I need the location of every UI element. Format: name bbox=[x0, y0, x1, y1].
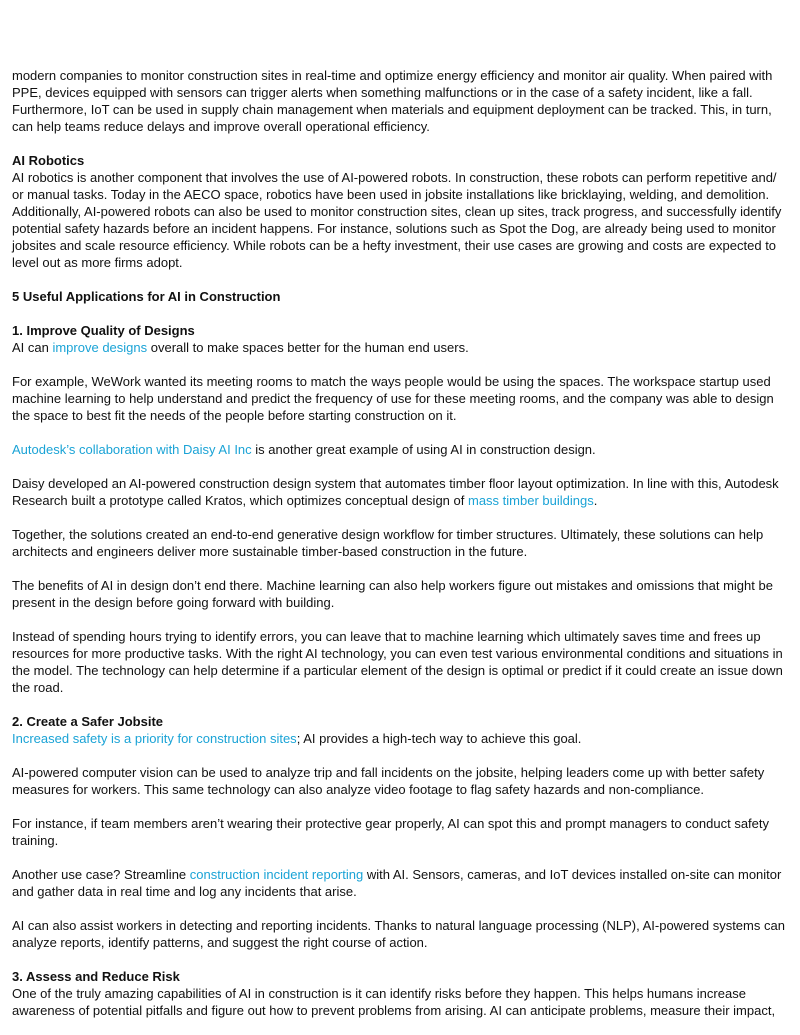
wework-paragraph: For example, WeWork wanted its meeting rooms to match the ways people would be using the spaces. The workspace startup used machine learning to help understand and predict the frequency of use for these meeting rooms, and the company was able to design the space to best fit the needs of the people before starting construction on it. bbox=[12, 374, 774, 423]
nlp-paragraph: AI can also assist workers in detecting and reporting incidents. Thanks to natural language processing (NLP), AI-powered systems can analyze reports, identify patterns, and suggest the right course of action. bbox=[12, 918, 785, 950]
section-1-intro bbox=[12, 322, 788, 356]
section-1-intro-pre: AI can bbox=[12, 340, 53, 355]
improve-designs-link[interactable]: improve designs bbox=[52, 340, 148, 355]
protective-gear-paragraph: For instance, if team members aren’t wearing their protective gear properly, AI can spot this and prompt managers to conduct safety training. bbox=[12, 816, 770, 848]
section-1-heading: 1. Improve Quality of Designs bbox=[12, 323, 195, 338]
daisy-paragraph bbox=[12, 441, 788, 458]
section-1-intro-post: overall to make spaces better for the human end users. bbox=[147, 340, 469, 355]
safety-priority-link[interactable]: Increased safety is a priority for construction sites bbox=[12, 731, 297, 746]
section-2-intro-post: ; AI provides a high-tech way to achieve this goal. bbox=[296, 731, 582, 746]
article-body bbox=[12, 67, 788, 1019]
incident-reporting-paragraph bbox=[12, 866, 788, 900]
iot-paragraph: modern companies to monitor construction sites in real-time and optimize energy efficiency and monitor air quality. When paired with PPE, devices equipped with sensors can trigger alerts when something malfunctions or in the case of a safety incident, like a fall. Furthermore, IoT can be used in supply chain management when materials and equipment deployment can be tracked. This, in turn, can help teams reduce delays and improve overall operational efficiency. bbox=[12, 68, 773, 134]
section-3-heading: 3. Assess and Reduce Risk bbox=[12, 969, 180, 984]
applications-heading-text: 5 Useful Applications for AI in Construction bbox=[12, 289, 281, 304]
robotics-paragraph: AI robotics is another component that involves the use of AI-powered robots. In construction, these robots can perform repetitive and/ or manual tasks. Today in the AECO space, robotics have been used in jobsite installations like bricklaying, welding, and demolition. Additionally, AI-powered robots can also be used to monitor construction sites, clean up sites, track progress, and successfully identify potential safety hazards before an incident happens. For instance, solutions such as Spot the Dog, are already being used to monitor jobsites and scale resource efficiency. While robots can be a hefty investment, their use cases are growing and costs are expected to level out as more firms adopt. bbox=[12, 170, 782, 270]
kratos-paragraph bbox=[12, 475, 788, 509]
applications-heading bbox=[12, 288, 788, 305]
together-paragraph: Together, the solutions created an end-to-end generative design workflow for timber structures. Ultimately, these solutions can help architects and engineers deliver more sustainable timber-based construction in the future. bbox=[12, 527, 764, 559]
section-3-paragraph: One of the truly amazing capabilities of AI in construction is it can identify risks before they happen. This helps humans increase awareness of potential pitfalls and figure out how to prevent problems from arising. AI can anticipate problems, measure their impact, bbox=[12, 986, 776, 1018]
section-2-heading: 2. Create a Safer Jobsite bbox=[12, 714, 164, 729]
kratos-paragraph-post: . bbox=[593, 493, 598, 508]
section-2-intro bbox=[12, 713, 788, 747]
daisy-collaboration-link[interactable]: Autodesk’s collaboration with Daisy AI Inc bbox=[12, 442, 252, 457]
incident-reporting-pre: Another use case? Streamline bbox=[12, 867, 190, 882]
incident-reporting-post: with AI. Sensors, cameras, and IoT devices installed on-site can monitor and gather data in real time and log any incidents that arise. bbox=[12, 867, 782, 899]
computer-vision-paragraph: AI-powered computer vision can be used to analyze trip and fall incidents on the jobsite, helping leaders come up with better safety measures for workers. This same technology can also analyze video footage to flag safety hazards and non-compliance. bbox=[12, 765, 765, 797]
section-3 bbox=[12, 968, 788, 1019]
robotics-heading: AI Robotics bbox=[12, 153, 85, 168]
robotics-section bbox=[12, 152, 788, 271]
instead-paragraph: Instead of spending hours trying to identify errors, you can leave that to machine learning which ultimately saves time and frees up resources for more productive tasks. With the right AI technology, you can even test various environmental conditions and situations in the model. The technology can help determine if a particular element of the design is optimal or predict if it could create an issue down the road. bbox=[12, 629, 783, 695]
benefits-paragraph: The benefits of AI in design don’t end there. Machine learning can also help workers figure out mistakes and omissions that might be present in the design before going forward with building. bbox=[12, 578, 773, 610]
mass-timber-link[interactable]: mass timber buildings bbox=[467, 493, 594, 508]
daisy-paragraph-post: is another great example of using AI in construction design. bbox=[251, 442, 596, 457]
kratos-paragraph-pre: Daisy developed an AI-powered construction design system that automates timber floor layout optimization. In line with this, Autodesk Research built a prototype called Kratos, which optimizes conceptual design of bbox=[12, 476, 779, 508]
incident-reporting-link[interactable]: construction incident reporting bbox=[189, 867, 364, 882]
